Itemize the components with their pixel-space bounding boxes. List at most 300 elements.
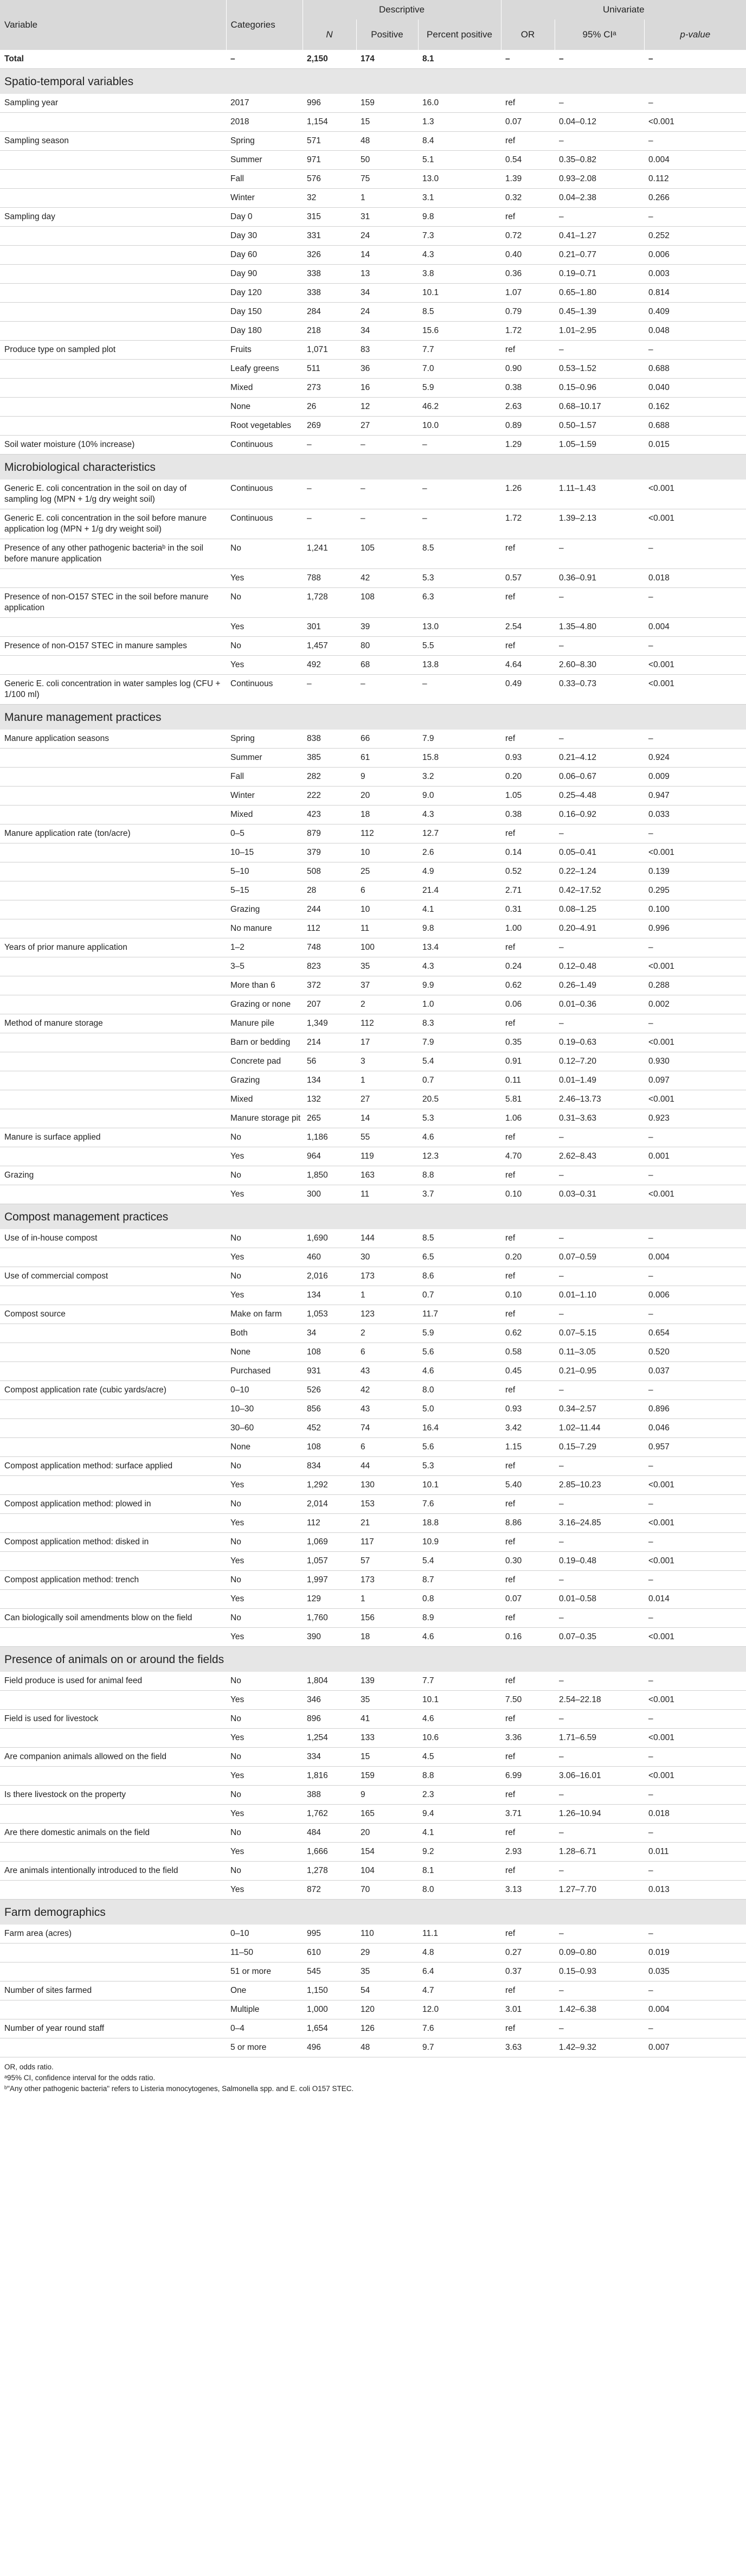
cell-variable: Farm area (acres) (0, 1925, 226, 1944)
cell-n: – (303, 509, 356, 539)
cell-p-value: 0.162 (644, 398, 746, 417)
cell-ci: – (555, 1533, 644, 1552)
cell-percent-positive: 5.4 (418, 1052, 501, 1071)
table-row (0, 2000, 746, 2019)
cell-positive: 75 (356, 170, 418, 189)
cell-n: 931 (303, 1362, 356, 1381)
cell-n: 576 (303, 170, 356, 189)
footnote: ᵇ"Any other pathogenic bacteria" refers to Listeria monocytogenes, Salmonella spp. and E. coli O157 STEC. (4, 2085, 354, 2093)
cell-p-value: – (644, 730, 746, 749)
cell-percent-positive: 20.5 (418, 1090, 501, 1109)
cell-ci: – (555, 1862, 644, 1881)
cell-positive: 2 (356, 995, 418, 1014)
cell-positive: 1 (356, 189, 418, 208)
cell-percent-positive: 8.5 (418, 303, 501, 322)
table-row (0, 749, 746, 768)
table-row (0, 1628, 746, 1647)
cell-p-value: – (644, 1166, 746, 1185)
cell-category: No (226, 1229, 303, 1248)
cell-or: ref (501, 539, 555, 569)
cell-variable (0, 618, 226, 637)
cell-n: 379 (303, 843, 356, 862)
cell-positive: 18 (356, 806, 418, 824)
cell-positive: 61 (356, 749, 418, 768)
table-row (0, 1147, 746, 1166)
cell-or: 1.26 (501, 480, 555, 509)
cell-category: No (226, 637, 303, 656)
cell-percent-positive: 4.8 (418, 1944, 501, 1963)
cell-ci: 0.21–4.12 (555, 749, 644, 768)
cell-or: 0.89 (501, 417, 555, 436)
cell-positive: 66 (356, 730, 418, 749)
cell-n: 1,457 (303, 637, 356, 656)
cell-category: Summer (226, 749, 303, 768)
cell-ci: 0.08–1.25 (555, 900, 644, 919)
cell-positive: 139 (356, 1672, 418, 1691)
cell-p-value: 0.520 (644, 1343, 746, 1362)
cell-positive: 174 (356, 50, 418, 69)
header-univariate: Univariate (501, 0, 746, 20)
table-row (0, 1090, 746, 1109)
cell-variable: Can biologically soil amendments blow on the field (0, 1609, 226, 1628)
table-row (0, 1710, 746, 1729)
cell-positive: 159 (356, 94, 418, 113)
cell-category: Barn or bedding (226, 1033, 303, 1052)
cell-percent-positive: 5.3 (418, 1109, 501, 1128)
cell-or: 0.32 (501, 189, 555, 208)
cell-p-value: 0.048 (644, 322, 746, 341)
cell-n: 971 (303, 151, 356, 170)
cell-variable (0, 1090, 226, 1109)
cell-category: Yes (226, 1476, 303, 1495)
cell-p-value: 0.957 (644, 1438, 746, 1457)
cell-percent-positive: 5.6 (418, 1438, 501, 1457)
cell-variable: Generic E. coli concentration in the soil before manure application log (MPN + 1/g dry weight soil) (0, 509, 226, 539)
cell-or: 0.20 (501, 768, 555, 787)
cell-variable (0, 1881, 226, 1900)
cell-ci: 0.68–10.17 (555, 398, 644, 417)
cell-n: 218 (303, 322, 356, 341)
cell-variable (0, 284, 226, 303)
cell-variable (0, 1767, 226, 1786)
cell-percent-positive: 1.3 (418, 113, 501, 132)
cell-ci: 0.07–0.59 (555, 1248, 644, 1267)
cell-variable (0, 379, 226, 398)
cell-percent-positive: 9.8 (418, 208, 501, 227)
cell-ci: 0.15–0.93 (555, 1963, 644, 1981)
cell-or: ref (501, 1014, 555, 1033)
cell-positive: 11 (356, 919, 418, 938)
cell-or: 0.20 (501, 1248, 555, 1267)
cell-variable (0, 151, 226, 170)
cell-positive: 10 (356, 900, 418, 919)
cell-variable: Sampling day (0, 208, 226, 227)
cell-variable (0, 1514, 226, 1533)
cell-ci: – (555, 1457, 644, 1476)
cell-n: 1,057 (303, 1552, 356, 1571)
cell-positive: 14 (356, 246, 418, 265)
cell-percent-positive: 4.5 (418, 1748, 501, 1767)
cell-or: 1.07 (501, 284, 555, 303)
table-row (0, 1590, 746, 1609)
table-row (0, 1843, 746, 1862)
cell-variable: Generic E. coli concentration in the soil on day of sampling log (MPN + 1/g dry weight soil) (0, 480, 226, 509)
cell-ci: – (555, 588, 644, 618)
table-row (0, 1419, 746, 1438)
cell-percent-positive: 8.9 (418, 1609, 501, 1628)
cell-category: Fall (226, 768, 303, 787)
cell-n: 1,241 (303, 539, 356, 569)
cell-variable: Years of prior manure application (0, 938, 226, 957)
cell-ci: 0.31–3.63 (555, 1109, 644, 1128)
cell-variable: Compost application method: plowed in (0, 1495, 226, 1514)
cell-ci: – (555, 1609, 644, 1628)
cell-percent-positive: 2.3 (418, 1786, 501, 1805)
cell-or: ref (501, 1824, 555, 1843)
cell-positive: 16 (356, 379, 418, 398)
cell-category: Root vegetables (226, 417, 303, 436)
cell-ci: 2.85–10.23 (555, 1476, 644, 1495)
cell-ci: – (555, 1229, 644, 1248)
table-row (0, 1267, 746, 1286)
cell-positive: – (356, 480, 418, 509)
cell-p-value: <0.001 (644, 509, 746, 539)
cell-n: 273 (303, 379, 356, 398)
cell-percent-positive: 5.6 (418, 1343, 501, 1362)
cell-n: 338 (303, 284, 356, 303)
table-row (0, 322, 746, 341)
cell-ci: 0.03–0.31 (555, 1185, 644, 1204)
cell-percent-positive: 11.7 (418, 1305, 501, 1324)
cell-category: 0–4 (226, 2019, 303, 2038)
cell-category: Purchased (226, 1362, 303, 1381)
cell-variable: Soil water moisture (10% increase) (0, 436, 226, 455)
table-row (0, 843, 746, 862)
cell-or: 8.86 (501, 1514, 555, 1533)
cell-or: ref (501, 1672, 555, 1691)
table-row (0, 1824, 746, 1843)
cell-percent-positive: 8.5 (418, 539, 501, 569)
cell-p-value: <0.001 (644, 957, 746, 976)
table-row (0, 1128, 746, 1147)
cell-percent-positive: 5.4 (418, 1552, 501, 1571)
cell-variable (0, 1944, 226, 1963)
cell-percent-positive: 4.9 (418, 862, 501, 881)
cell-ci: – (555, 2019, 644, 2038)
cell-p-value: – (644, 208, 746, 227)
cell-category: 11–50 (226, 1944, 303, 1963)
cell-positive: 83 (356, 341, 418, 360)
cell-percent-positive: 13.4 (418, 938, 501, 957)
cell-category: Both (226, 1324, 303, 1343)
cell-percent-positive: 0.7 (418, 1286, 501, 1305)
cell-n: 484 (303, 1824, 356, 1843)
cell-p-value: 0.006 (644, 246, 746, 265)
cell-or: 0.24 (501, 957, 555, 976)
cell-or: 3.63 (501, 2038, 555, 2057)
cell-ci: – (555, 50, 644, 69)
cell-ci: 0.50–1.57 (555, 417, 644, 436)
cell-or: 0.54 (501, 151, 555, 170)
table-row (0, 1033, 746, 1052)
section-title: Farm demographics (0, 1900, 746, 1925)
cell-or: 1.39 (501, 170, 555, 189)
cell-p-value: – (644, 50, 746, 69)
cell-n: 1,654 (303, 2019, 356, 2038)
cell-category: Yes (226, 1590, 303, 1609)
cell-or: ref (501, 2019, 555, 2038)
cell-variable: Are animals intentionally introduced to the field (0, 1862, 226, 1881)
cell-ci: 0.33–0.73 (555, 675, 644, 705)
table-row (0, 113, 746, 132)
cell-or: 0.06 (501, 995, 555, 1014)
cell-or: ref (501, 1710, 555, 1729)
cell-n: 1,071 (303, 341, 356, 360)
cell-percent-positive: 7.0 (418, 360, 501, 379)
cell-p-value: <0.001 (644, 480, 746, 509)
cell-positive: 9 (356, 1786, 418, 1805)
cell-category: Day 60 (226, 246, 303, 265)
cell-percent-positive: 7.9 (418, 1033, 501, 1052)
cell-positive: 70 (356, 1881, 418, 1900)
cell-percent-positive: 10.1 (418, 1691, 501, 1710)
cell-variable: Manure application rate (ton/acre) (0, 824, 226, 843)
cell-positive: 159 (356, 1767, 418, 1786)
cell-n: 222 (303, 787, 356, 806)
cell-ci: – (555, 208, 644, 227)
cell-or: 1.72 (501, 322, 555, 341)
table-row (0, 360, 746, 379)
cell-positive: 119 (356, 1147, 418, 1166)
cell-n: 1,278 (303, 1862, 356, 1881)
cell-p-value: 0.295 (644, 881, 746, 900)
cell-or: 4.64 (501, 656, 555, 675)
cell-positive: 117 (356, 1533, 418, 1552)
section-header-row (0, 1900, 746, 1925)
cell-or: 0.27 (501, 1944, 555, 1963)
cell-p-value: 0.004 (644, 151, 746, 170)
cell-p-value: – (644, 2019, 746, 2038)
cell-category: Concrete pad (226, 1052, 303, 1071)
cell-n: 1,762 (303, 1805, 356, 1824)
cell-or: ref (501, 1229, 555, 1248)
cell-variable (0, 170, 226, 189)
cell-n: 545 (303, 1963, 356, 1981)
footnote: ᵃ95% CI, confidence interval for the odds ratio. (4, 2074, 156, 2082)
cell-category: Yes (226, 1805, 303, 1824)
cell-variable (0, 1185, 226, 1204)
cell-p-value: 0.046 (644, 1419, 746, 1438)
cell-positive: 43 (356, 1362, 418, 1381)
cell-category: No (226, 1571, 303, 1590)
table-row (0, 1514, 746, 1533)
cell-or: 3.71 (501, 1805, 555, 1824)
cell-n: 508 (303, 862, 356, 881)
cell-positive: 34 (356, 284, 418, 303)
table-row (0, 1963, 746, 1981)
cell-category: Day 90 (226, 265, 303, 284)
cell-category: 2017 (226, 94, 303, 113)
cell-n: 452 (303, 1419, 356, 1438)
cell-category: 10–30 (226, 1400, 303, 1419)
cell-n: 108 (303, 1438, 356, 1457)
cell-percent-positive: – (418, 509, 501, 539)
table-row (0, 1476, 746, 1495)
cell-n: 1,349 (303, 1014, 356, 1033)
cell-percent-positive: 21.4 (418, 881, 501, 900)
cell-percent-positive: 8.0 (418, 1881, 501, 1900)
cell-ci: 1.71–6.59 (555, 1729, 644, 1748)
cell-or: 7.50 (501, 1691, 555, 1710)
cell-positive: 153 (356, 1495, 418, 1514)
cell-p-value: 0.097 (644, 1071, 746, 1090)
table-row (0, 303, 746, 322)
table-row (0, 569, 746, 588)
cell-n: 995 (303, 1925, 356, 1944)
cell-n: 326 (303, 246, 356, 265)
table-row (0, 1981, 746, 2000)
table-row (0, 1729, 746, 1748)
cell-variable (0, 417, 226, 436)
cell-positive: 37 (356, 976, 418, 995)
cell-positive: 1 (356, 1286, 418, 1305)
cell-variable: Presence of non-O157 STEC in manure samples (0, 637, 226, 656)
cell-variable: Generic E. coli concentration in water samples log (CFU + 1/100 ml) (0, 675, 226, 705)
cell-or: 0.38 (501, 379, 555, 398)
cell-or: 2.63 (501, 398, 555, 417)
cell-variable (0, 2038, 226, 2057)
cell-positive: 156 (356, 1609, 418, 1628)
cell-n: 610 (303, 1944, 356, 1963)
cell-category: Grazing or none (226, 995, 303, 1014)
table-footnotes (0, 2057, 746, 2094)
cell-p-value: 0.019 (644, 1944, 746, 1963)
cell-or: 3.01 (501, 2000, 555, 2019)
cell-positive: 105 (356, 539, 418, 569)
cell-positive: 154 (356, 1843, 418, 1862)
cell-category: Yes (226, 1514, 303, 1533)
cell-p-value: 0.288 (644, 976, 746, 995)
cell-positive: 68 (356, 656, 418, 675)
cell-p-value: 0.930 (644, 1052, 746, 1071)
cell-n: 1,069 (303, 1533, 356, 1552)
cell-positive: 17 (356, 1033, 418, 1052)
cell-category: No (226, 588, 303, 618)
table-row (0, 957, 746, 976)
cell-category: 51 or more (226, 1963, 303, 1981)
cell-positive: 11 (356, 1185, 418, 1204)
table-row (0, 1862, 746, 1881)
table-row (0, 919, 746, 938)
cell-p-value: – (644, 1786, 746, 1805)
table-row (0, 227, 746, 246)
cell-n: 896 (303, 1710, 356, 1729)
cell-p-value: <0.001 (644, 656, 746, 675)
cell-variable (0, 398, 226, 417)
cell-positive: 42 (356, 569, 418, 588)
cell-ci: 1.42–9.32 (555, 2038, 644, 2057)
cell-ci: – (555, 1305, 644, 1324)
cell-percent-positive: 9.4 (418, 1805, 501, 1824)
cell-variable: Number of year round staff (0, 2019, 226, 2038)
cell-variable: Compost application method: surface applied (0, 1457, 226, 1476)
cell-variable (0, 1805, 226, 1824)
table-row (0, 539, 746, 569)
cell-variable: Manure application seasons (0, 730, 226, 749)
cell-or: 0.79 (501, 303, 555, 322)
table-row (0, 768, 746, 787)
cell-or: ref (501, 637, 555, 656)
cell-p-value: – (644, 1609, 746, 1628)
cell-category: Fall (226, 170, 303, 189)
cell-p-value: 0.001 (644, 1147, 746, 1166)
cell-p-value: <0.001 (644, 1552, 746, 1571)
cell-percent-positive: 6.3 (418, 588, 501, 618)
cell-category: Yes (226, 1248, 303, 1267)
cell-variable (0, 1400, 226, 1419)
cell-category: Yes (226, 1881, 303, 1900)
cell-percent-positive: 8.1 (418, 50, 501, 69)
cell-ci: – (555, 341, 644, 360)
cell-p-value: 0.688 (644, 417, 746, 436)
cell-or: ref (501, 1166, 555, 1185)
table-row (0, 94, 746, 113)
cell-percent-positive: 8.7 (418, 1571, 501, 1590)
cell-percent-positive: 5.9 (418, 1324, 501, 1343)
cell-variable (0, 976, 226, 995)
cell-or: – (501, 50, 555, 69)
cell-n: 338 (303, 265, 356, 284)
cell-percent-positive: 11.1 (418, 1925, 501, 1944)
cell-percent-positive: 4.3 (418, 957, 501, 976)
cell-or: 1.05 (501, 787, 555, 806)
cell-n: – (303, 436, 356, 455)
cell-or: 5.40 (501, 1476, 555, 1495)
cell-percent-positive: 4.3 (418, 246, 501, 265)
cell-p-value: 0.018 (644, 1805, 746, 1824)
cell-category: Day 30 (226, 227, 303, 246)
cell-n: 300 (303, 1185, 356, 1204)
cell-category: No (226, 1786, 303, 1805)
cell-p-value: – (644, 1305, 746, 1324)
table-row (0, 170, 746, 189)
table-row (0, 1881, 746, 1900)
cell-variable: Compost application rate (cubic yards/acre) (0, 1381, 226, 1400)
cell-n: 964 (303, 1147, 356, 1166)
table-row (0, 1495, 746, 1514)
cell-positive: 42 (356, 1381, 418, 1400)
cell-ci: 0.11–3.05 (555, 1343, 644, 1362)
cell-variable (0, 1691, 226, 1710)
cell-ci: 1.11–1.43 (555, 480, 644, 509)
cell-percent-positive: 13.8 (418, 656, 501, 675)
table-row (0, 417, 746, 436)
cell-ci: – (555, 637, 644, 656)
cell-positive: 34 (356, 322, 418, 341)
table-row (0, 806, 746, 824)
cell-variable (0, 1052, 226, 1071)
cell-or: ref (501, 1305, 555, 1324)
cell-p-value: <0.001 (644, 1729, 746, 1748)
cell-percent-positive: 7.6 (418, 2019, 501, 2038)
cell-ci: 0.06–0.67 (555, 768, 644, 787)
cell-p-value: 0.814 (644, 284, 746, 303)
header-p-value: p-value (644, 20, 746, 50)
cell-p-value: – (644, 539, 746, 569)
cell-variable: Use of in-house compost (0, 1229, 226, 1248)
cell-n: 1,850 (303, 1166, 356, 1185)
cell-n: – (303, 675, 356, 705)
